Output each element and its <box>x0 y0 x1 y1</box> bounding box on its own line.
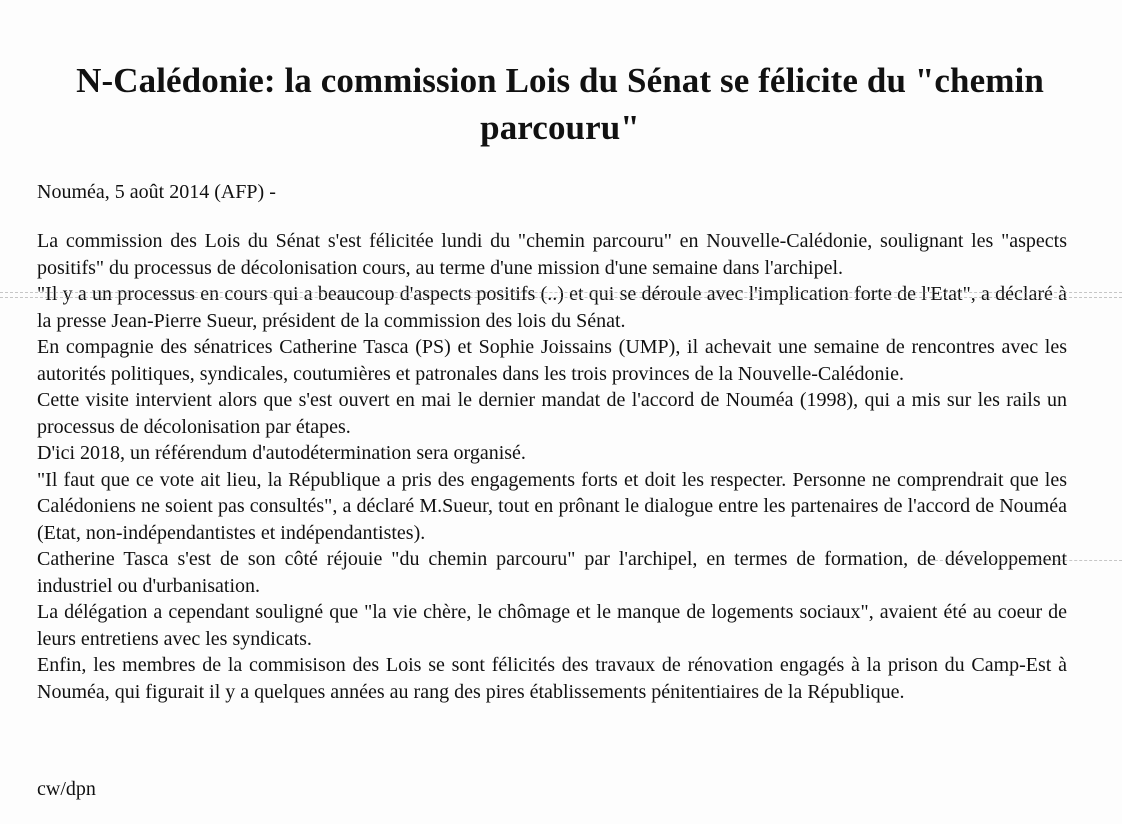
article-paragraph: "Il y a un processus en cours qui a beaucoup d'aspects positifs (..) et qui se déroule avec l'implication forte de l'Etat", a déclaré à la presse Jean-Pierre Sueur, président de la commission des lois du Sénat. <box>37 283 1067 332</box>
scan-streak <box>920 560 1122 561</box>
article-paragraph: "Il faut que ce vote ait lieu, la République a pris des engagements forts et doit les respecter. Personne ne comprendrait que les Calédoniens ne soient pas consultés", a déclaré M.Sueur, tout en prônant le dialogue entre les partenaires de l'accord de Nouméa (Etat, non-indépendantistes et indépendantistes). <box>37 468 1067 544</box>
article-paragraph: La commission des Lois du Sénat s'est félicitée lundi du "chemin parcouru" en Nouvelle-Calédonie, soulignant les "aspects positifs" du processus de décolonisation cours, au terme d'une mission d'une semaine dans l'archipel. <box>37 230 1067 279</box>
article-paragraph: Enfin, les membres de la commisison des Lois se sont félicités des travaux de rénovation engagés à la prison du Camp-Est à Nouméa, qui figurait il y a quelques années au rang des pires établissements pénitentiaires de la République. <box>37 654 1067 703</box>
article-title: N-Calédonie: la commission Lois du Sénat se félicite du "chemin parcouru" <box>76 61 1044 148</box>
article-paragraph: En compagnie des sénatrices Catherine Tasca (PS) et Sophie Joissains (UMP), il achevait une semaine de rencontres avec les autorités politiques, syndicales, coutumières et patronales dans les trois provinces de la Nouvelle-Calédonie. <box>37 336 1067 385</box>
article-paragraph: Cette visite intervient alors que s'est ouvert en mai le dernier mandat de l'accord de Nouméa (1998), qui a mis sur les rails un processus de décolonisation par étapes. <box>37 389 1067 438</box>
article-paragraph: D'ici 2018, un référendum d'autodétermination sera organisé. <box>37 442 526 464</box>
article-paragraph: La délégation a cependant souligné que "la vie chère, le chômage et le manque de logements sociaux", avaient été au coeur de leurs entretiens avec les syndicats. <box>37 601 1067 650</box>
scan-streak <box>0 297 1122 298</box>
article-paragraph: Catherine Tasca s'est de son côté réjouie "du chemin parcouru" par l'archipel, en termes de formation, de développement industriel ou d'urbanisation. <box>37 548 1067 597</box>
article-body <box>37 228 1067 705</box>
article-signature: cw/dpn <box>37 778 96 800</box>
article-dateline: Nouméa, 5 août 2014 (AFP) - <box>37 181 276 203</box>
scan-streak <box>0 292 1122 293</box>
